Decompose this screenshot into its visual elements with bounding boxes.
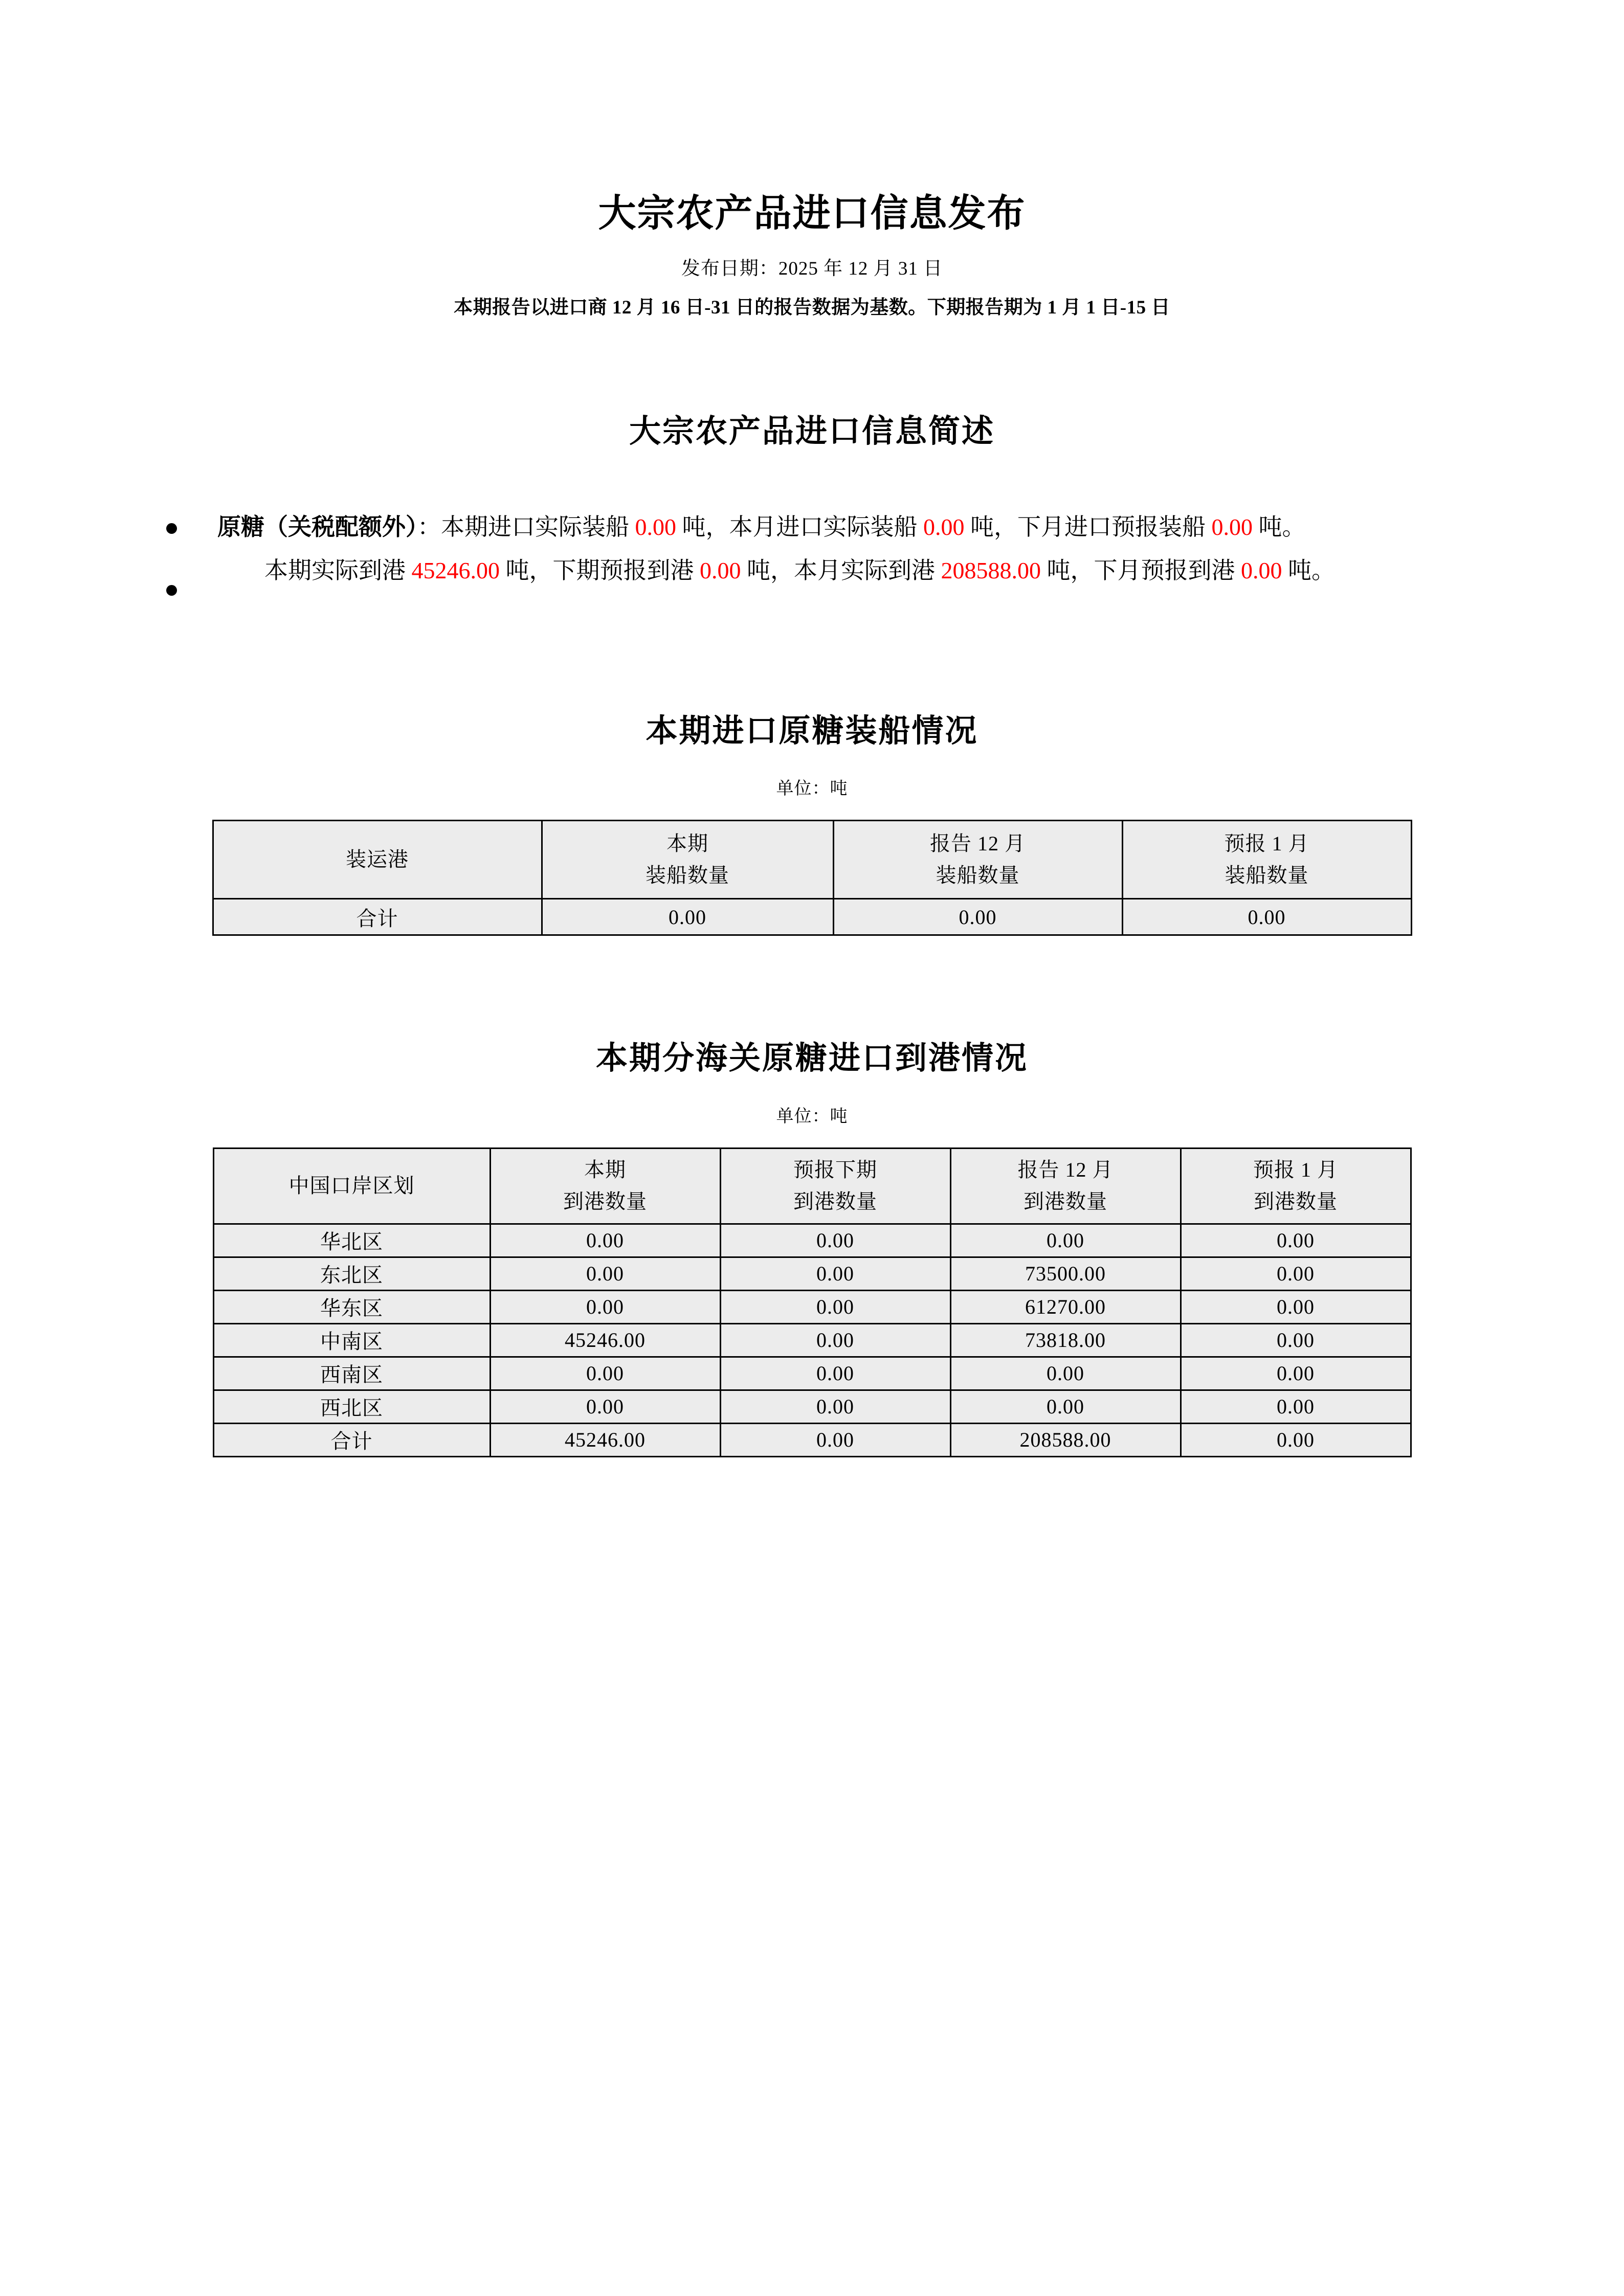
row-value: 0.00 (950, 1390, 1181, 1423)
bullet1-value-1: 0.00 (635, 513, 676, 540)
bullet2-text-2: 吨，下期预报到港 (500, 557, 700, 583)
table2-heading: 本期分海关原糖进口到港情况 (595, 1041, 1028, 1076)
summary-bullet-list (0, 451, 1624, 591)
row-value: 45246.00 (490, 1423, 720, 1456)
row-value: 0.00 (1181, 1257, 1411, 1290)
row-value: 208588.00 (950, 1423, 1181, 1456)
row-value: 0.00 (1181, 1357, 1411, 1390)
bullet2-value-4: 0.00 (1241, 557, 1282, 583)
row-value: 0.00 (950, 1224, 1181, 1257)
table-row (213, 1224, 1411, 1257)
row-value: 0.00 (542, 899, 833, 935)
bullet2-text-1: 本期实际到港 (264, 557, 412, 583)
table2-col4-line2: 到港数量 (1254, 1190, 1338, 1213)
document-title: 大宗农产品进口信息发布 (598, 193, 1026, 235)
table1-col3-line2: 装船数量 (1225, 864, 1309, 887)
table-row (213, 1257, 1411, 1290)
bullet2-value-3: 208588.00 (941, 557, 1041, 583)
row-value: 73500.00 (950, 1257, 1181, 1290)
summary-bullet-arrival (0, 550, 1624, 591)
table1-heading: 本期进口原糖装船情况 (646, 713, 978, 749)
publish-date: 发布日期：2025 年 12 月 31 日 (681, 258, 943, 280)
row-value: 73818.00 (950, 1323, 1181, 1357)
row-value: 0.00 (490, 1357, 720, 1390)
row-label: 合计 (213, 1423, 490, 1456)
table-row (213, 899, 1411, 935)
arrival-table (213, 1147, 1412, 1457)
bullet2-value-2: 0.00 (700, 557, 741, 583)
table1-col-header (542, 821, 833, 899)
table-row (213, 1423, 1411, 1456)
bullet1-value-3: 0.00 (1211, 513, 1253, 540)
row-value: 0.00 (490, 1390, 720, 1423)
table1-col1-line1: 本期 (666, 832, 708, 856)
table1-col-header (213, 821, 542, 899)
table2-wrapper (0, 1127, 1624, 1457)
row-value: 0.00 (833, 899, 1122, 935)
table2-unit-caption: 单位：吨 (776, 1107, 848, 1126)
table2-col-header (1181, 1148, 1411, 1224)
table1-col2-line2: 装船数量 (936, 864, 1020, 887)
row-value: 0.00 (1181, 1323, 1411, 1357)
bullet2-text-4: 吨，下月预报到港 (1041, 557, 1241, 583)
row-value: 0.00 (490, 1224, 720, 1257)
row-label: 华北区 (213, 1224, 490, 1257)
table-row (213, 1357, 1411, 1390)
row-value: 0.00 (720, 1323, 950, 1357)
table2-col-header (213, 1148, 490, 1224)
table1-col2-line1: 报告 12 月 (930, 832, 1026, 856)
table-row (213, 1390, 1411, 1423)
table1-col1-line2: 装船数量 (646, 864, 729, 887)
row-value: 61270.00 (950, 1290, 1181, 1323)
report-period-note: 本期报告以进口商 12 月 16 日-31 日的报告数据为基数。下期报告期为 1 月 1 日-15 日 (454, 297, 1170, 319)
row-value: 45246.00 (490, 1323, 720, 1357)
table1-header-row (213, 821, 1411, 899)
table1-col-header (1122, 821, 1411, 899)
table2-col1-line2: 到港数量 (563, 1190, 647, 1213)
bullet2-value-1: 45246.00 (411, 557, 500, 583)
row-value: 0.00 (720, 1257, 950, 1290)
table1-col-header (833, 821, 1122, 899)
table2-col-header (950, 1148, 1181, 1224)
row-value: 0.00 (720, 1290, 950, 1323)
table2-col1-line1: 本期 (584, 1158, 626, 1181)
bullet1-text-1: ：本期进口实际装船 (417, 513, 635, 540)
table-row (213, 1323, 1411, 1357)
bullet2-text-3: 吨，本月实际到港 (741, 557, 941, 583)
bullet-marker-icon (166, 507, 180, 547)
bullet1-text-2: 吨，本月进口实际装船 (676, 513, 923, 540)
bullet1-text-4: 吨。 (1253, 513, 1306, 540)
row-value: 0.00 (490, 1257, 720, 1290)
shipment-table (212, 820, 1412, 936)
row-value: 0.00 (950, 1357, 1181, 1390)
bullet1-text-3: 吨，下月进口预报装船 (964, 513, 1212, 540)
table1-unit-caption: 单位：吨 (776, 779, 848, 799)
table2-header-row (213, 1148, 1411, 1224)
row-value: 0.00 (490, 1290, 720, 1323)
table2-col4-line1: 预报 1 月 (1253, 1158, 1338, 1181)
row-value: 0.00 (1122, 899, 1411, 935)
table2-col3-line2: 到港数量 (1024, 1190, 1107, 1213)
row-label: 合计 (213, 899, 542, 935)
raw-sugar-label: 原糖（关税配额外） (217, 513, 417, 540)
table2-col2-line2: 到港数量 (793, 1190, 877, 1213)
row-value: 0.00 (1181, 1390, 1411, 1423)
row-label: 西南区 (213, 1357, 490, 1390)
table-row (213, 1290, 1411, 1323)
row-value: 0.00 (720, 1390, 950, 1423)
row-value: 0.00 (720, 1423, 950, 1456)
bullet2-text-5: 吨。 (1282, 557, 1335, 583)
table1-col3-line1: 预报 1 月 (1224, 832, 1309, 856)
table1-col0-line1: 装运港 (346, 848, 409, 871)
row-value: 0.00 (1181, 1423, 1411, 1456)
bullet1-value-2: 0.00 (923, 513, 965, 540)
row-label: 东北区 (213, 1257, 490, 1290)
row-value: 0.00 (720, 1357, 950, 1390)
row-label: 华东区 (213, 1290, 490, 1323)
table2-col3-line1: 报告 12 月 (1017, 1158, 1114, 1181)
table2-col2-line1: 预报下期 (793, 1158, 877, 1181)
summary-bullet-raw-sugar (0, 507, 1624, 547)
row-value: 0.00 (1181, 1290, 1411, 1323)
row-value: 0.00 (1181, 1224, 1411, 1257)
row-label: 西北区 (213, 1390, 490, 1423)
row-value: 0.00 (720, 1224, 950, 1257)
table1-wrapper (0, 799, 1624, 936)
row-label: 中南区 (213, 1323, 490, 1357)
table2-col-header (720, 1148, 950, 1224)
table2-col0-line1: 中国口岸区划 (288, 1174, 415, 1197)
table2-col-header (490, 1148, 720, 1224)
bullet-marker-icon (166, 550, 180, 591)
summary-heading: 大宗农产品进口信息简述 (629, 414, 995, 449)
